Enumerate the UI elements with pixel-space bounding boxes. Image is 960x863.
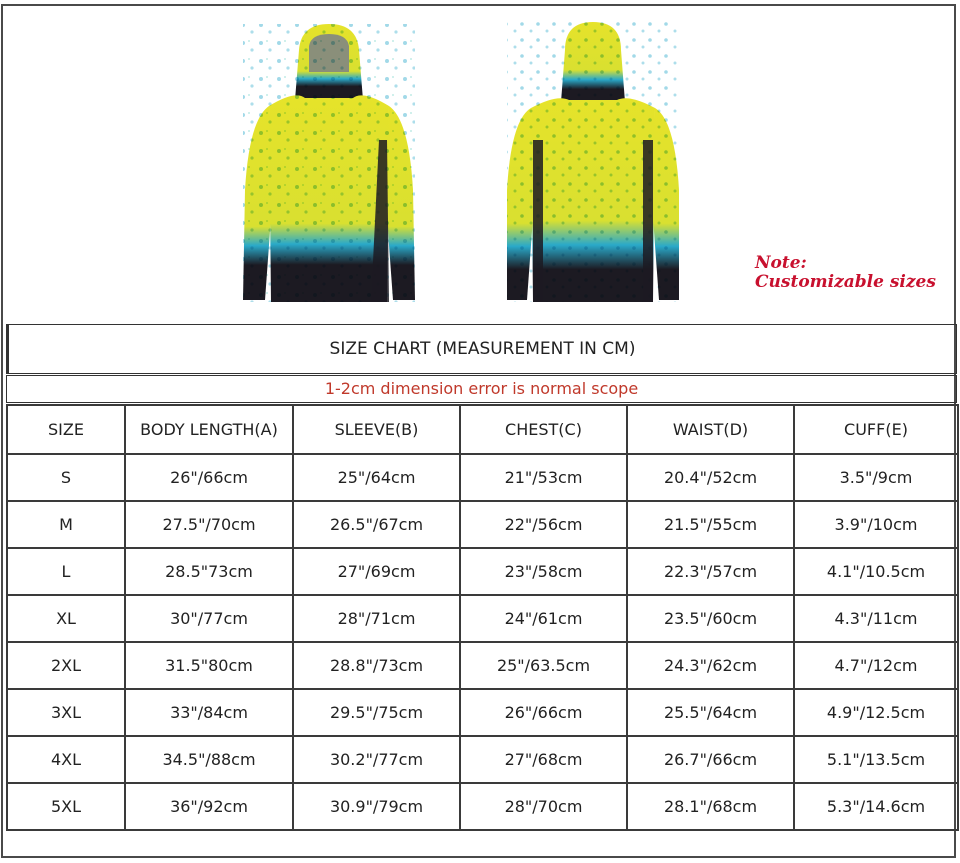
table-row xyxy=(7,689,958,736)
measurement-cell: 27"/68cm xyxy=(460,736,627,783)
table-row xyxy=(7,454,958,501)
measurement-cell: 30.2"/77cm xyxy=(293,736,460,783)
measurement-cell: 23.5"/60cm xyxy=(627,595,794,642)
size-cell: XL xyxy=(7,595,125,642)
column-header: CUFF(E) xyxy=(794,405,958,454)
measurement-cell: 26"/66cm xyxy=(460,689,627,736)
column-header: BODY LENGTH(A) xyxy=(125,405,293,454)
measurement-cell: 28"/70cm xyxy=(460,783,627,830)
error-tolerance-note: 1-2cm dimension error is normal scope xyxy=(6,375,957,403)
measurement-cell: 31.5"80cm xyxy=(125,642,293,689)
measurement-cell: 27"/69cm xyxy=(293,548,460,595)
measurement-cell: 26.5"/67cm xyxy=(293,501,460,548)
note-label: Note: xyxy=(755,253,807,273)
measurement-cell: 30.9"/79cm xyxy=(293,783,460,830)
measurement-cell: 28.1"/68cm xyxy=(627,783,794,830)
measurement-cell: 4.7"/12cm xyxy=(794,642,958,689)
size-cell: 2XL xyxy=(7,642,125,689)
size-cell: S xyxy=(7,454,125,501)
size-chart-frame xyxy=(1,4,956,858)
measurement-cell: 4.3"/11cm xyxy=(794,595,958,642)
table-row xyxy=(7,595,958,642)
size-table xyxy=(6,404,959,831)
column-header: CHEST(C) xyxy=(460,405,627,454)
size-cell: L xyxy=(7,548,125,595)
back-shirt-image xyxy=(503,20,683,310)
measurement-cell: 25.5"/64cm xyxy=(627,689,794,736)
table-body xyxy=(7,454,958,830)
measurement-cell: 28"/71cm xyxy=(293,595,460,642)
measurement-cell: 24"/61cm xyxy=(460,595,627,642)
measurement-cell: 20.4"/52cm xyxy=(627,454,794,501)
measurement-cell: 3.9"/10cm xyxy=(794,501,958,548)
measurement-cell: 30"/77cm xyxy=(125,595,293,642)
front-shirt-image xyxy=(239,20,419,310)
measurement-cell: 22"/56cm xyxy=(460,501,627,548)
measurement-cell: 29.5"/75cm xyxy=(293,689,460,736)
table-row xyxy=(7,548,958,595)
size-cell: 4XL xyxy=(7,736,125,783)
note-text: Customizable sizes xyxy=(755,272,936,292)
table-row xyxy=(7,642,958,689)
measurement-cell: 4.1"/10.5cm xyxy=(794,548,958,595)
measurement-cell: 5.3"/14.6cm xyxy=(794,783,958,830)
table-header-row xyxy=(7,405,958,454)
column-header: WAIST(D) xyxy=(627,405,794,454)
measurement-cell: 26.7"/66cm xyxy=(627,736,794,783)
measurement-cell: 28.8"/73cm xyxy=(293,642,460,689)
table-row xyxy=(7,736,958,783)
measurement-cell: 22.3"/57cm xyxy=(627,548,794,595)
measurement-cell: 3.5"/9cm xyxy=(794,454,958,501)
table-row xyxy=(7,783,958,830)
product-hero xyxy=(3,6,958,318)
measurement-cell: 36"/92cm xyxy=(125,783,293,830)
measurement-cell: 21.5"/55cm xyxy=(627,501,794,548)
measurement-cell: 23"/58cm xyxy=(460,548,627,595)
column-header: SIZE xyxy=(7,405,125,454)
measurement-cell: 25"/63.5cm xyxy=(460,642,627,689)
measurement-cell: 27.5"/70cm xyxy=(125,501,293,548)
column-header: SLEEVE(B) xyxy=(293,405,460,454)
table-row xyxy=(7,501,958,548)
customizable-sizes-note xyxy=(755,254,936,292)
measurement-cell: 33"/84cm xyxy=(125,689,293,736)
size-cell: 3XL xyxy=(7,689,125,736)
measurement-cell: 21"/53cm xyxy=(460,454,627,501)
measurement-cell: 4.9"/12.5cm xyxy=(794,689,958,736)
size-cell: M xyxy=(7,501,125,548)
measurement-cell: 26"/66cm xyxy=(125,454,293,501)
measurement-cell: 24.3"/62cm xyxy=(627,642,794,689)
size-cell: 5XL xyxy=(7,783,125,830)
measurement-cell: 5.1"/13.5cm xyxy=(794,736,958,783)
measurement-cell: 34.5"/88cm xyxy=(125,736,293,783)
measurement-cell: 28.5"73cm xyxy=(125,548,293,595)
size-chart-title: SIZE CHART (MEASUREMENT IN CM) xyxy=(6,324,957,374)
measurement-cell: 25"/64cm xyxy=(293,454,460,501)
